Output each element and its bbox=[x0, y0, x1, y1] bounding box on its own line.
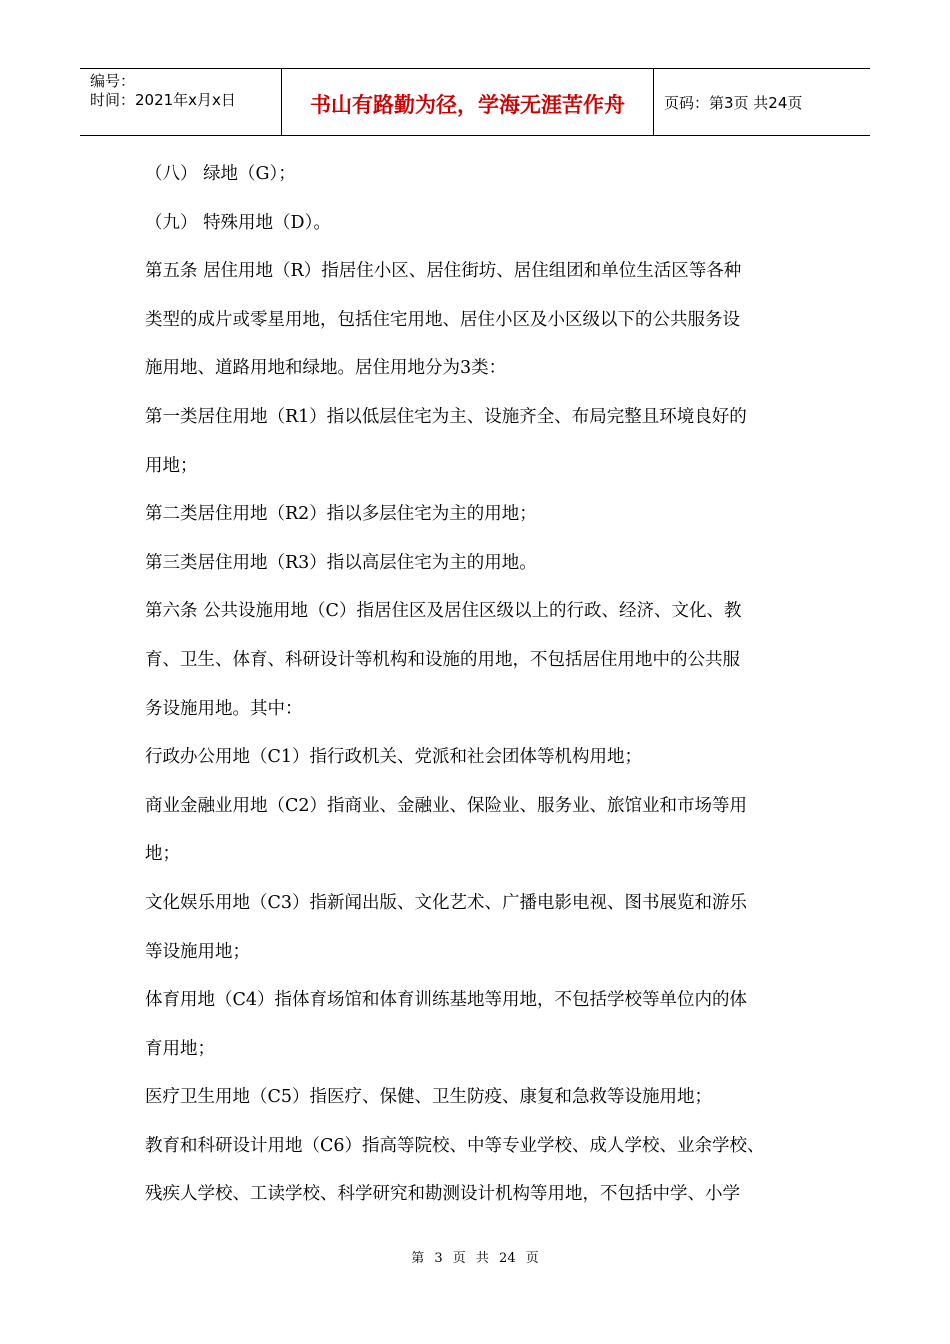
body-line: 第二类居住用地（R2）指以多层住宅为主的用地； bbox=[145, 504, 537, 525]
body-line: 类型的成片或零星用地，包括住宅用地、居住小区及小区级以下的公共服务设 bbox=[145, 309, 740, 330]
header-page-info: 页码：第3页 共24页 bbox=[664, 93, 803, 112]
document-body bbox=[145, 150, 825, 1219]
body-line: 用地； bbox=[145, 455, 198, 476]
body-line: （九） 特殊用地（D）。 bbox=[145, 212, 331, 233]
body-line: （八） 绿地（G）； bbox=[145, 164, 296, 184]
body-line: 体育用地（C4）指体育场馆和体育训练基地等用地，不包括学校等单位内的体 bbox=[145, 990, 748, 1011]
body-line: 医疗卫生用地（C5）指医疗、保健、卫生防疫、康复和急救等设施用地； bbox=[145, 1087, 713, 1108]
body-line: 残疾人学校、工读学校、科学研究和勘测设计机构等用地，不包括中学、小学 bbox=[145, 1184, 740, 1205]
body-line: 第五条 居住用地（R）指居住小区、居住街坊、居住组团和单位生活区等各种 bbox=[145, 261, 742, 282]
code-label: 编号： bbox=[90, 72, 136, 90]
body-line: 等设施用地； bbox=[145, 941, 250, 962]
page-footer: 第 3 页 共 24 页 bbox=[411, 1251, 539, 1266]
body-line: 商业金融业用地（C2）指商业、金融业、保险业、服务业、旅馆业和市场等用 bbox=[145, 795, 748, 816]
body-line: 育用地； bbox=[145, 1038, 215, 1059]
body-line: 地； bbox=[145, 844, 180, 865]
body-line: 育、卫生、体育、科研设计等机构和设施的用地，不包括居住用地中的公共服 bbox=[145, 649, 740, 670]
header-slogan: 书山有路勤为径，学海无涯苦作舟 bbox=[282, 69, 654, 135]
body-line: 第三类居住用地（R3）指以高层住宅为主的用地。 bbox=[145, 552, 537, 573]
date-label: 时间：2021年x月x日 bbox=[90, 91, 236, 109]
body-line: 教育和科研设计用地（C6）指高等院校、中等专业学校、成人学校、业余学校、 bbox=[145, 1135, 765, 1156]
body-line: 第一类居住用地（R1）指以低层住宅为主、设施齐全、布局完整且环境良好的 bbox=[145, 406, 747, 427]
body-line: 第六条 公共设施用地（C）指居住区及居住区级以上的行政、经济、文化、教 bbox=[145, 601, 742, 622]
body-line: 文化娱乐用地（C3）指新闻出版、文化艺术、广播电影电视、图书展览和游乐 bbox=[145, 892, 748, 913]
body-line: 施用地、道路用地和绿地。居住用地分为3类： bbox=[145, 358, 507, 379]
header-meta bbox=[80, 69, 282, 135]
body-line: 行政办公用地（C1）指行政机关、党派和社会团体等机构用地； bbox=[145, 747, 643, 768]
document-header bbox=[80, 68, 870, 136]
body-line: 务设施用地。其中： bbox=[145, 698, 303, 719]
